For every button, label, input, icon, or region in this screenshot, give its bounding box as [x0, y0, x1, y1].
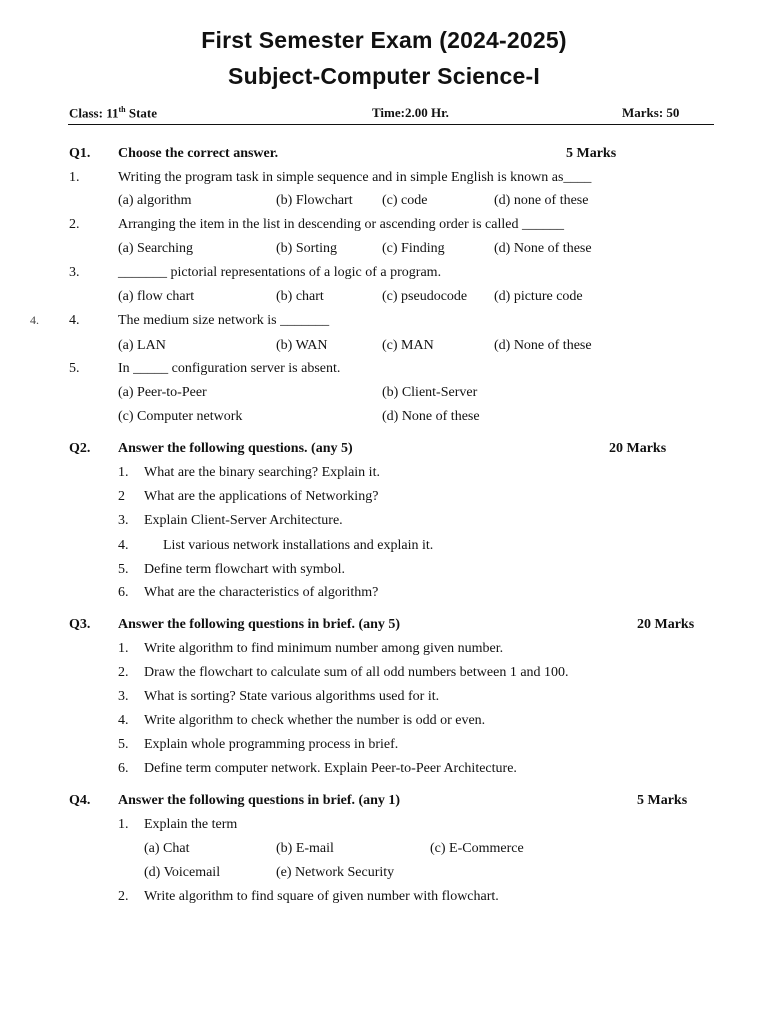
- q3-number: Q3.: [69, 617, 91, 632]
- q3-item-text: What is sorting? State various algorithms used for it.: [144, 689, 440, 704]
- q4-item-number: 1.: [118, 817, 129, 832]
- q2-item-number: 2: [118, 489, 125, 504]
- time-info: Time:2.00 Hr.: [372, 105, 449, 120]
- q2-item-text: What are the applications of Networking?: [144, 489, 379, 504]
- q1-item-number: 3.: [69, 265, 80, 280]
- q3-item-number: 5.: [118, 737, 129, 752]
- option: (a) Searching: [118, 241, 194, 256]
- option: (d) None of these: [494, 241, 592, 256]
- option: (b) WAN: [276, 338, 328, 353]
- q2-item-number: 1.: [118, 465, 129, 480]
- q4-number: Q4.: [69, 793, 91, 808]
- q3-item-number: 1.: [118, 641, 129, 656]
- q1-number: Q1.: [69, 146, 91, 161]
- option: (d) Voicemail: [144, 865, 221, 880]
- q3-title: Answer the following questions in brief. (any 5): [118, 617, 401, 632]
- class-info: [69, 105, 157, 121]
- q1-item-number: 2.: [69, 217, 80, 232]
- option: (c) Computer network: [118, 409, 243, 424]
- option: (c) E-Commerce: [430, 841, 524, 856]
- option: (c) MAN: [382, 338, 434, 353]
- option: (b) Flowchart: [276, 193, 353, 208]
- q2-item-text: What are the binary searching? Explain it.: [144, 465, 380, 480]
- class-sup: th: [118, 105, 126, 114]
- q1-item-number: 1.: [69, 170, 80, 185]
- q3-item-text: Explain whole programming process in brief.: [144, 737, 399, 752]
- option: (b) E-mail: [276, 841, 334, 856]
- option: (a) algorithm: [118, 193, 192, 208]
- q1-item-text: Writing the program task in simple sequence and in simple English is known as____: [118, 170, 592, 185]
- option: (d) None of these: [494, 338, 592, 353]
- class-suffix: State: [125, 105, 158, 121]
- q3-item-number: 2.: [118, 665, 129, 680]
- option: (e) Network Security: [276, 865, 395, 880]
- q3-item-text: Write algorithm to check whether the number is odd or even.: [144, 713, 486, 728]
- option: (a) LAN: [118, 338, 166, 353]
- option: (c) Finding: [382, 241, 445, 256]
- option: (b) chart: [276, 289, 324, 304]
- q4-item-text: Explain the term: [144, 817, 238, 832]
- option: (c) code: [382, 193, 428, 208]
- option: (a) flow chart: [118, 289, 195, 304]
- q3-item-number: 4.: [118, 713, 129, 728]
- q3-item-number: 6.: [118, 761, 129, 776]
- q1-item-text: _______ pictorial representations of a logic of a program.: [118, 265, 442, 280]
- q4-item-text: Write algorithm to find square of given number with flowchart.: [144, 889, 499, 904]
- q2-item-number: 3.: [118, 513, 129, 528]
- q3-item-number: 3.: [118, 689, 129, 704]
- q2-item-text: What are the characteristics of algorithm?: [144, 585, 379, 600]
- q1-item-number: 4.: [69, 313, 80, 328]
- exam-title: First Semester Exam (2024-2025): [201, 27, 567, 53]
- option: (d) picture code: [494, 289, 583, 304]
- margin-mark: 4.: [30, 313, 39, 327]
- option: (b) Sorting: [276, 241, 338, 256]
- q3-marks: 20 Marks: [637, 617, 695, 632]
- q2-number: Q2.: [69, 441, 91, 456]
- q3-item-text: Write algorithm to find minimum number among given number.: [144, 641, 504, 656]
- option: (d) none of these: [494, 193, 589, 208]
- q4-title: Answer the following questions in brief. (any 1): [118, 793, 401, 808]
- marks-info: Marks: 50: [622, 105, 680, 120]
- q3-item-text: Draw the flowchart to calculate sum of all odd numbers between 1 and 100.: [144, 665, 569, 680]
- q2-item-text: Explain Client-Server Architecture.: [144, 513, 343, 528]
- q1-item-text: The medium size network is _______: [118, 313, 330, 328]
- q3-item-text: Define term computer network. Explain Peer-to-Peer Architecture.: [144, 761, 517, 776]
- subject-title: Subject-Computer Science-I: [228, 63, 540, 89]
- q4-marks: 5 Marks: [637, 793, 688, 808]
- class-label: Class: 11: [69, 105, 119, 121]
- option: (c) pseudocode: [382, 289, 468, 304]
- option: (a) Peer-to-Peer: [118, 385, 207, 400]
- option: (d) None of these: [382, 409, 480, 424]
- q1-item-text: In _____ configuration server is absent.: [118, 361, 341, 376]
- q4-item-number: 2.: [118, 889, 129, 904]
- q2-title: Answer the following questions. (any 5): [118, 441, 353, 456]
- q1-title: Choose the correct answer.: [118, 146, 279, 161]
- q2-item-number: 5.: [118, 562, 129, 577]
- option: (a) Chat: [144, 841, 190, 856]
- q2-item-number: 4.: [118, 538, 129, 553]
- q1-item-text: Arranging the item in the list in descending or ascending order is called ______: [118, 217, 564, 232]
- q1-item-number: 5.: [69, 361, 80, 376]
- q2-item-number: 6.: [118, 585, 129, 600]
- q1-marks: 5 Marks: [566, 146, 617, 161]
- q2-marks: 20 Marks: [609, 441, 667, 456]
- q2-item-text: Define term flowchart with symbol.: [144, 562, 346, 577]
- option: (b) Client-Server: [382, 385, 478, 400]
- header-divider: [68, 124, 714, 125]
- q2-item-text: List various network installations and explain it.: [163, 538, 434, 553]
